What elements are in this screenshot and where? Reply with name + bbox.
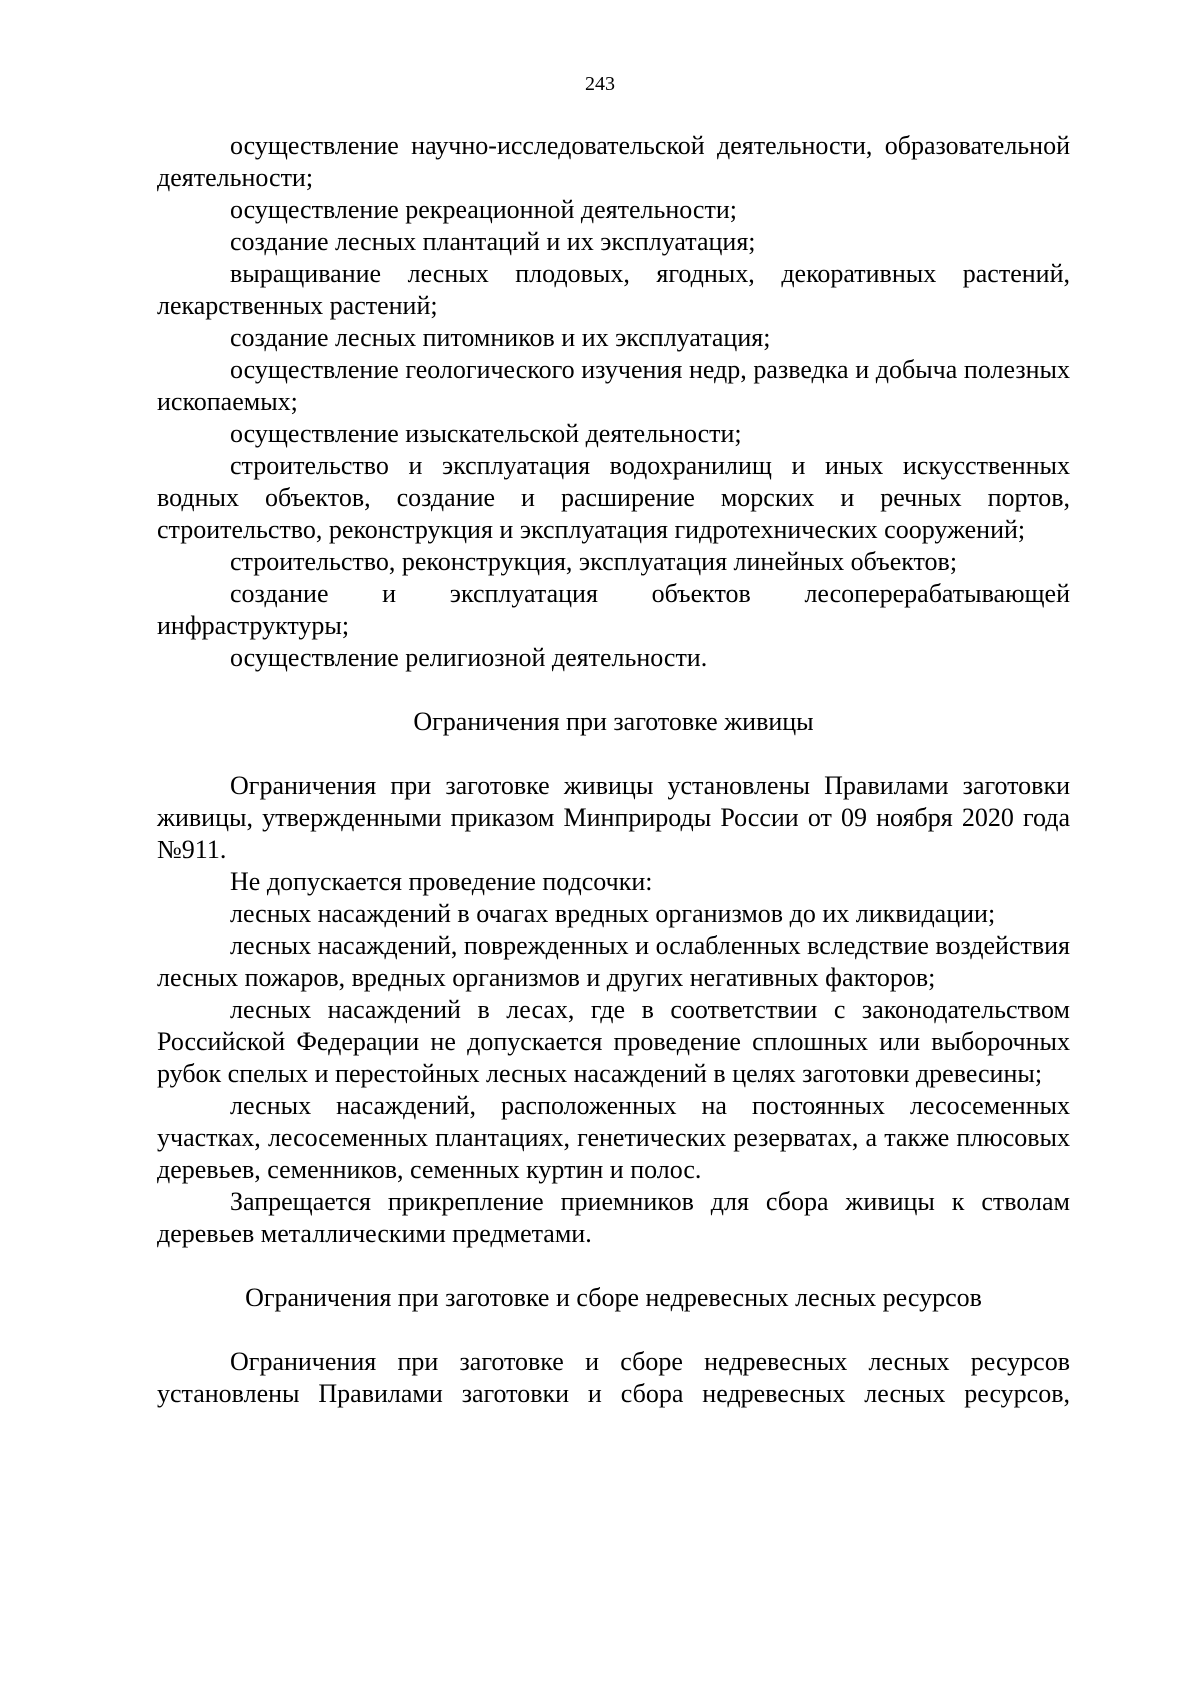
body-paragraph: создание лесных плантаций и их эксплуатация; xyxy=(230,227,756,256)
body-paragraph: Запрещается прикрепление приемников для сбора живицы к стволам деревьев металлическими предметами. xyxy=(157,1187,1070,1248)
body-paragraph: строительство и эксплуатация водохранилищ и иных искусственных водных объектов, создание и расширение морских и речных портов, строительство, реконструкция и эксплуатация гидротехнических сооружений; xyxy=(157,451,1070,544)
body-paragraph: осуществление геологического изучения недр, разведка и добыча полезных ископаемых; xyxy=(157,355,1070,416)
body-paragraph: осуществление научно-исследовательской деятельности, образовательной деятельности; xyxy=(157,131,1070,192)
body-paragraph: лесных насаждений, поврежденных и ослабленных вследствие воздействия лесных пожаров, вредных организмов и других негативных факторов; xyxy=(157,931,1071,992)
section-heading: Ограничения при заготовке живицы xyxy=(413,707,814,736)
body-paragraph: лесных насаждений, расположенных на постоянных лесосеменных участках, лесосеменных плантациях, генетических резерватах, а также плюсовых деревьев, семенников, семенных куртин и полос. xyxy=(157,1091,1070,1184)
body-paragraph: осуществление рекреационной деятельности; xyxy=(230,195,737,224)
page-number: 243 xyxy=(585,73,615,95)
body-paragraph: Ограничения при заготовке и сборе недревесных лесных ресурсов установлены Правилами заготовки и сбора недревесных лесных ресурсов, xyxy=(157,1347,1070,1408)
page-body xyxy=(157,130,1070,1410)
body-paragraph: строительство, реконструкция, эксплуатация линейных объектов; xyxy=(230,547,958,576)
body-paragraph: лесных насаждений в лесах, где в соответствии с законодательством Российской Федерации не допускается проведение сплошных или выборочных рубок спелых и перестойных лесных насаждений в целях заготовки древесины; xyxy=(157,995,1070,1088)
body-paragraph: осуществление религиозной деятельности. xyxy=(230,643,708,672)
body-paragraph: Ограничения при заготовке живицы установлены Правилами заготовки живицы, утвержденными приказом Минприроды России от 09 ноября 2020 года №911. xyxy=(157,771,1070,864)
body-paragraph: лесных насаждений в очагах вредных организмов до их ликвидации; xyxy=(230,899,996,928)
body-paragraph: Не допускается проведение подсочки: xyxy=(230,867,653,896)
body-paragraph: осуществление изыскательской деятельности; xyxy=(230,419,742,448)
body-paragraph: создание лесных питомников и их эксплуатация; xyxy=(230,323,771,352)
body-paragraph: создание и эксплуатация объектов лесоперерабатывающей инфраструктуры; xyxy=(157,579,1070,640)
section-heading: Ограничения при заготовке и сборе недревесных лесных ресурсов xyxy=(245,1283,982,1312)
body-paragraph: выращивание лесных плодовых, ягодных, декоративных растений, лекарственных растений; xyxy=(157,259,1070,320)
